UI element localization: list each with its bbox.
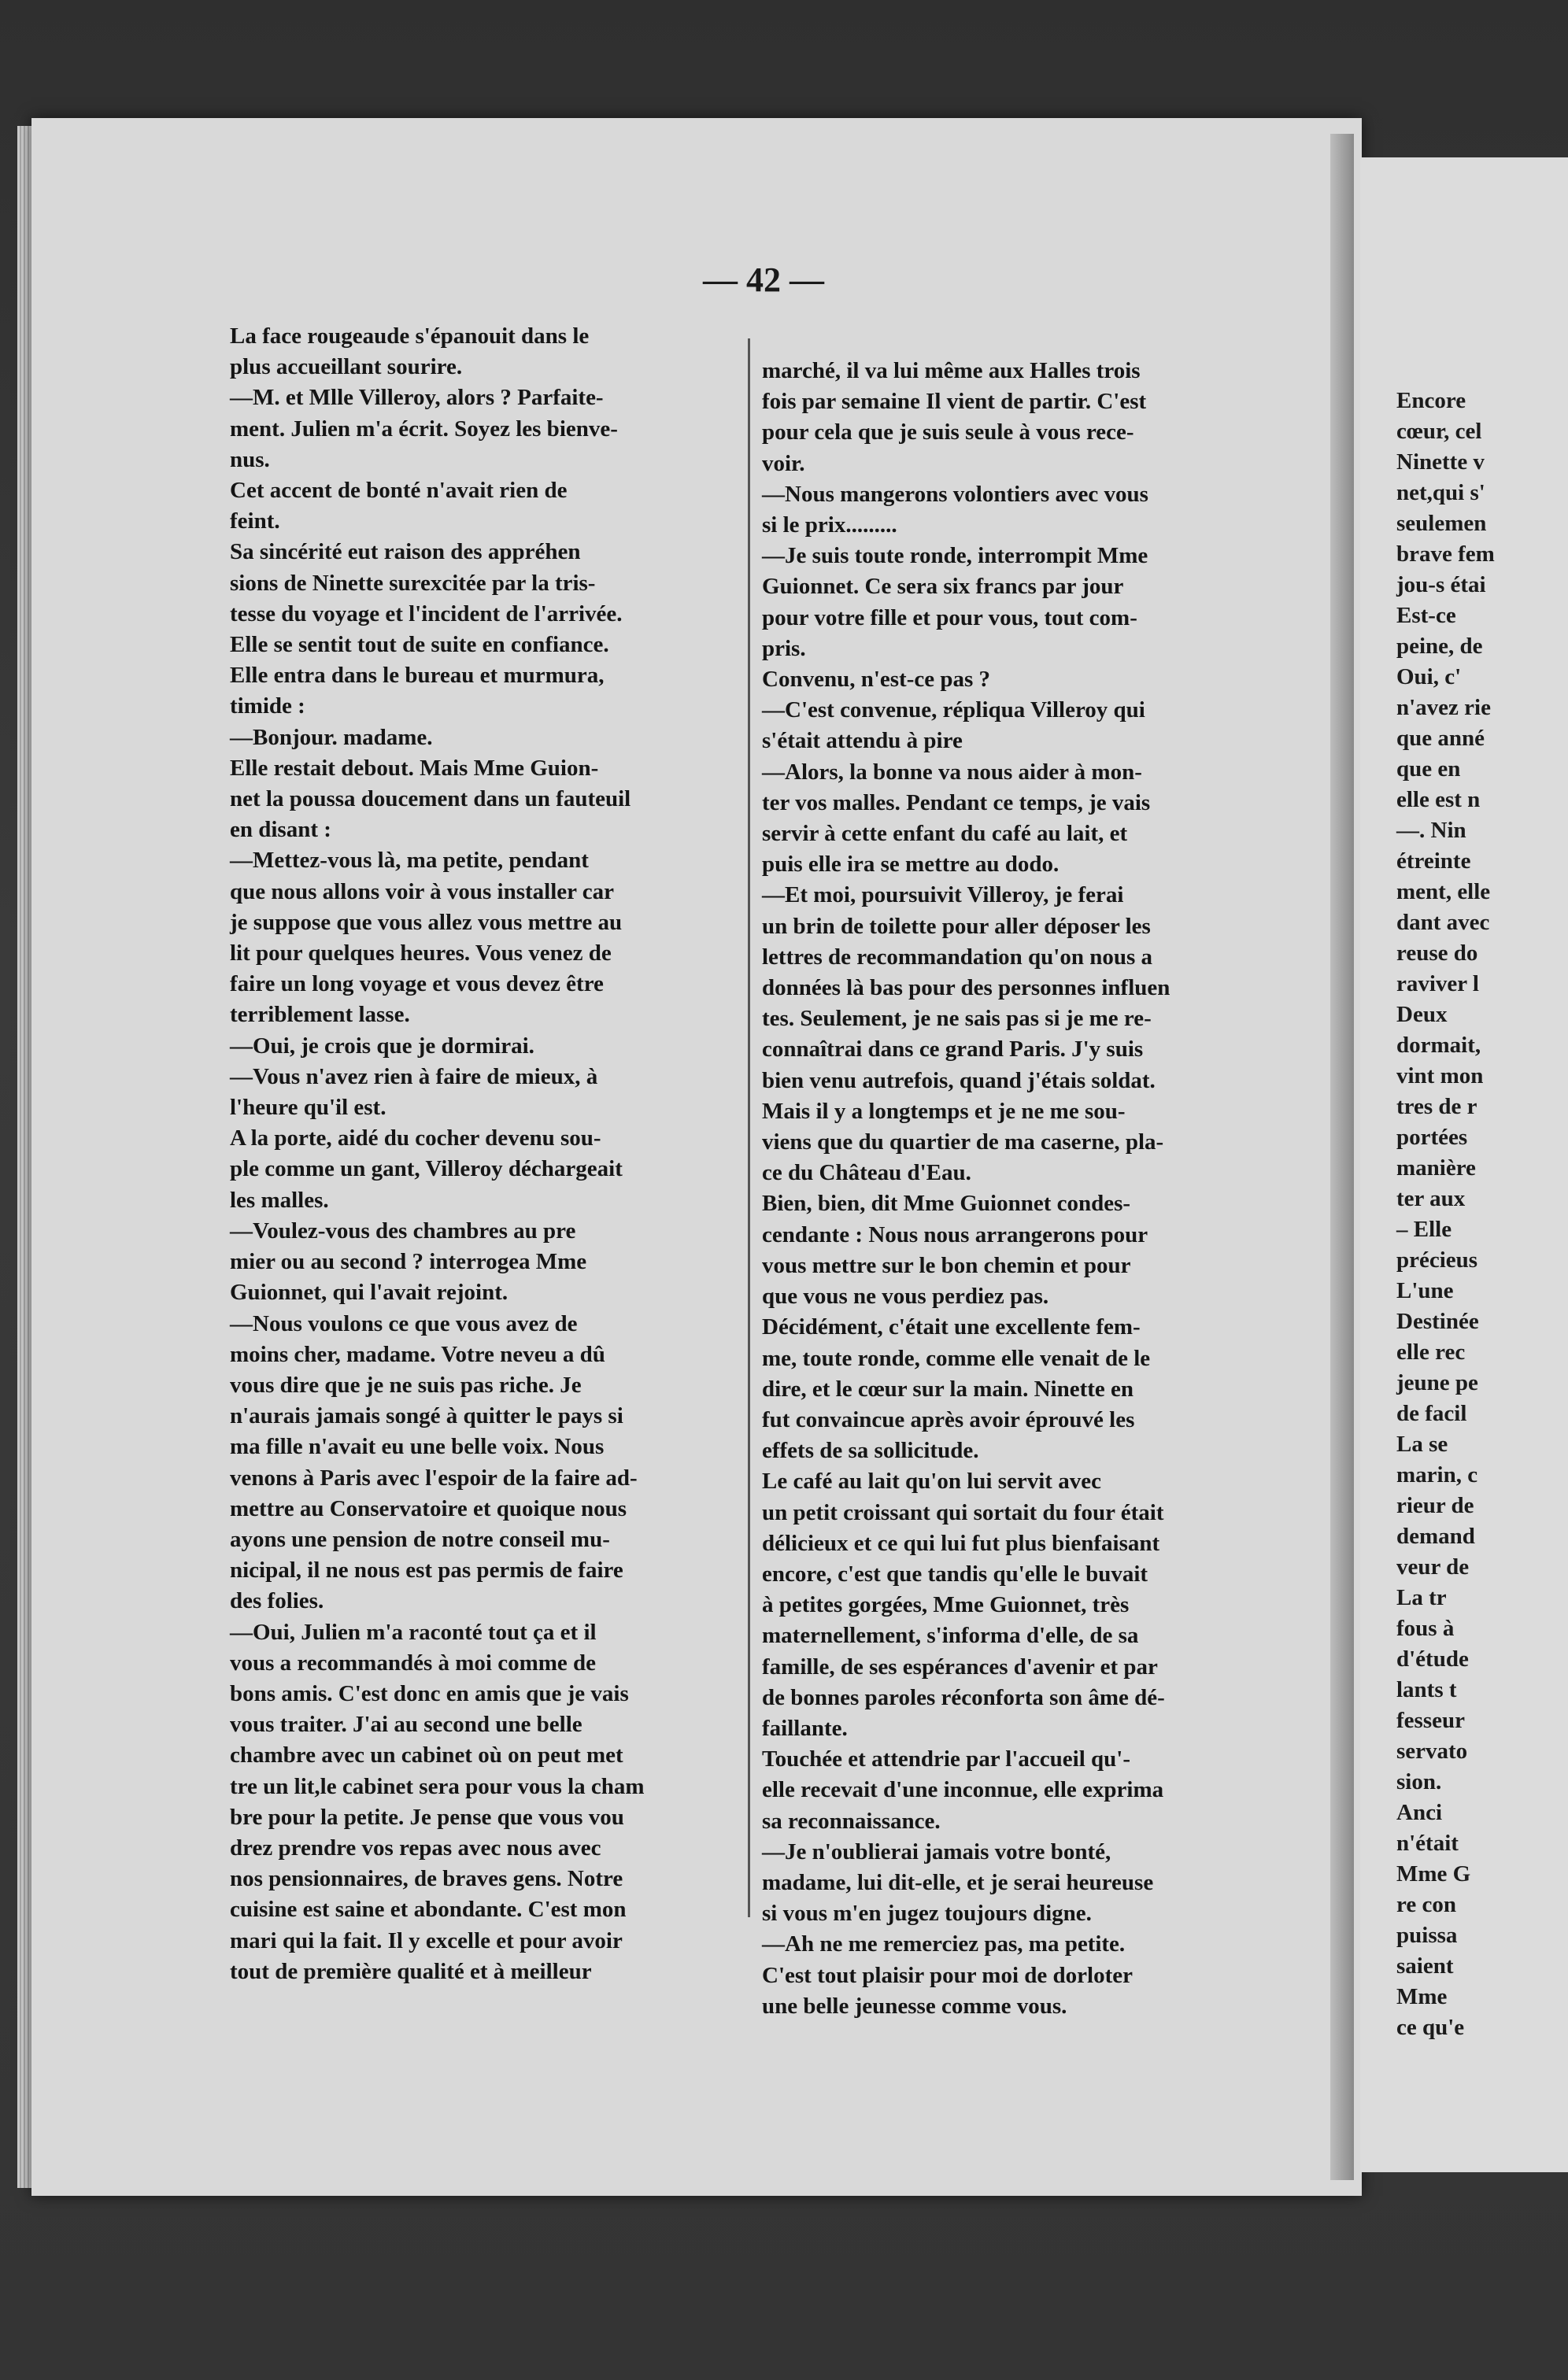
text-line: nicipal, il ne nous est pas permis de faire: [230, 1558, 623, 1584]
next-page-line: seulemen: [1396, 511, 1487, 536]
next-page-line: saient: [1396, 1953, 1454, 1979]
text-line: La face rougeaude s'épanouit dans le: [230, 323, 590, 349]
text-line: drez prendre vos repas avec nous avec: [230, 1835, 601, 1861]
text-line: nus.: [230, 446, 270, 472]
text-line: encore, c'est que tandis qu'elle le buvait: [762, 1561, 1148, 1587]
next-page-line: ter aux: [1396, 1186, 1466, 1211]
text-line: dire, et le cœur sur la main. Ninette en: [762, 1376, 1134, 1402]
text-line: —Vous n'avez rien à faire de mieux, à: [230, 1063, 598, 1089]
next-page-line: que anné: [1396, 726, 1485, 751]
next-page-line: Ninette v: [1396, 449, 1485, 475]
next-page-partial: [1360, 157, 1568, 2172]
text-line: cendante : Nous nous arrangerons pour: [762, 1221, 1148, 1247]
text-line: —Mettez-vous là, ma petite, pendant: [230, 848, 589, 874]
next-page-line: —. Nin: [1396, 818, 1466, 843]
next-page-line: de facil: [1396, 1401, 1467, 1426]
next-page-line: marin, c: [1396, 1462, 1478, 1488]
text-line: —Nous voulons ce que vous avez de: [230, 1310, 578, 1336]
text-line: si vous m'en jugez toujours digne.: [762, 1901, 1092, 1927]
next-page-line: lants t: [1396, 1677, 1457, 1702]
text-line: sions de Ninette surexcitée par la tris-: [230, 570, 596, 596]
text-line: ayons une pension de notre conseil mu-: [230, 1526, 610, 1552]
text-line: faire un long voyage et vous devez être: [230, 971, 604, 997]
text-line: Guionnet. Ce sera six francs par jour: [762, 574, 1124, 600]
next-page-line: brave fem: [1396, 541, 1495, 567]
text-line: net la poussa doucement dans un fauteuil: [230, 786, 631, 812]
next-page-line: La tr: [1396, 1585, 1447, 1610]
text-line: voir.: [762, 450, 805, 476]
next-page-line: dant avec: [1396, 910, 1490, 935]
text-line: s'était attendu à pire: [762, 728, 963, 754]
next-page-line: Est-ce: [1396, 603, 1456, 628]
text-line: vous dire que je ne suis pas riche. Je: [230, 1372, 582, 1398]
right-text-column: [762, 356, 1274, 2022]
text-line: —Et moi, poursuivit Villeroy, je ferai: [762, 882, 1124, 908]
next-page-line: portées: [1396, 1125, 1468, 1150]
next-page-line: re con: [1396, 1892, 1456, 1917]
text-line: elle recevait d'une inconnue, elle exprima: [762, 1777, 1164, 1803]
next-page-line: Mme: [1396, 1984, 1448, 2009]
text-line: que nous allons voir à vous installer car: [230, 878, 614, 904]
text-line: pour votre fille et pour vous, tout com-: [762, 604, 1137, 630]
column-divider: [748, 338, 750, 1917]
text-line: Bien, bien, dit Mme Guionnet condes-: [762, 1191, 1131, 1217]
text-line: une belle jeunesse comme vous.: [762, 1993, 1067, 2019]
text-line: servir à cette enfant du café au lait, et: [762, 821, 1128, 847]
next-page-line: d'étude: [1396, 1646, 1469, 1672]
text-line: un petit croissant qui sortait du four était: [762, 1499, 1164, 1525]
text-line: Elle entra dans le bureau et murmura,: [230, 663, 605, 689]
text-line: lettres de recommandation qu'on nous a: [762, 944, 1152, 970]
text-line: viens que du quartier de ma caserne, pla-: [762, 1129, 1164, 1155]
text-line: chambre avec un cabinet où on peut met: [230, 1743, 623, 1768]
next-page-line: n'avez rie: [1396, 695, 1491, 720]
next-page-line: L'une: [1396, 1278, 1454, 1303]
text-line: C'est tout plaisir pour moi de dorloter: [762, 1962, 1133, 1988]
next-page-line: manière: [1396, 1155, 1476, 1181]
text-line: tesse du voyage et l'incident de l'arrivée.: [230, 601, 623, 626]
text-line: tout de première qualité et à meilleur: [230, 1958, 592, 1984]
text-line: mier ou au second ? interrogea Mme: [230, 1249, 587, 1275]
next-page-line: ce qu'e: [1396, 2015, 1465, 2040]
text-line: plus accueillant sourire.: [230, 354, 463, 380]
text-line: Décidément, c'était une excellente fem-: [762, 1314, 1141, 1340]
text-line: vous a recommandés à moi comme de: [230, 1650, 597, 1676]
next-page-line: net,qui s': [1396, 480, 1485, 505]
next-page-line: Oui, c': [1396, 664, 1462, 689]
text-line: pris.: [762, 635, 806, 661]
next-page-line: fesseur: [1396, 1708, 1465, 1733]
text-line: timide :: [230, 693, 305, 719]
next-page-line: n'était: [1396, 1831, 1459, 1856]
text-line: vous traiter. J'ai au second une belle: [230, 1712, 582, 1738]
text-line: un brin de toilette pour aller déposer les: [762, 913, 1151, 939]
text-line: puis elle ira se mettre au dodo.: [762, 852, 1060, 878]
text-line: effets de sa sollicitude.: [762, 1438, 979, 1464]
next-page-line: raviver l: [1396, 971, 1479, 996]
next-page-line: elle rec: [1396, 1340, 1466, 1365]
text-line: nos pensionnaires, de braves gens. Notre: [230, 1866, 623, 1892]
next-page-line: La se: [1396, 1432, 1448, 1457]
text-line: —Ah ne me remerciez pas, ma petite.: [762, 1931, 1126, 1957]
text-line: —Nous mangerons volontiers avec vous: [762, 481, 1148, 507]
text-line: A la porte, aidé du cocher devenu sou-: [230, 1125, 601, 1151]
text-line: —C'est convenue, répliqua Villeroy qui: [762, 697, 1145, 723]
text-line: Guionnet, qui l'avait rejoint.: [230, 1280, 508, 1306]
next-page-line: Encore: [1396, 388, 1466, 413]
text-line: données là bas pour des personnes influen: [762, 975, 1170, 1001]
text-line: madame, lui dit-elle, et je serai heureuse: [762, 1869, 1154, 1895]
text-line: marché, il va lui même aux Halles trois: [762, 358, 1141, 383]
text-line: tes. Seulement, je ne sais pas si je me re-: [762, 1006, 1152, 1032]
text-line: je suppose que vous allez vous mettre au: [230, 909, 623, 935]
next-page-line: précieus: [1396, 1247, 1478, 1273]
next-page-line: jou-s étai: [1396, 572, 1486, 597]
text-line: —Je n'oublierai jamais votre bonté,: [762, 1839, 1111, 1864]
text-line: faillante.: [762, 1715, 848, 1741]
text-line: délicieux et ce qui lui fut plus bienfaisant: [762, 1530, 1160, 1556]
next-page-line: tres de r: [1396, 1094, 1477, 1119]
text-line: que vous ne vous perdiez pas.: [762, 1284, 1049, 1310]
next-page-line: cœur, cel: [1396, 419, 1482, 444]
next-page-line: Anci: [1396, 1800, 1442, 1825]
next-page-text: [1360, 386, 1495, 2043]
text-line: bien venu autrefois, quand j'étais soldat.: [762, 1067, 1156, 1093]
text-line: fois par semaine Il vient de partir. C'est: [762, 389, 1147, 415]
text-line: fut convaincue après avoir éprouvé les: [762, 1406, 1135, 1432]
next-page-line: vint mon: [1396, 1063, 1484, 1088]
text-line: famille, de ses espérances d'avenir et par: [762, 1654, 1158, 1680]
text-line: sa reconnaissance.: [762, 1808, 941, 1834]
text-line: terriblement lasse.: [230, 1002, 410, 1028]
text-line: pour cela que je suis seule à vous rece-: [762, 419, 1134, 445]
text-line: —Oui, Julien m'a raconté tout ça et il: [230, 1619, 597, 1645]
next-page-line: étreinte: [1396, 848, 1471, 874]
text-line: des folies.: [230, 1588, 324, 1614]
next-page-line: rieur de: [1396, 1493, 1474, 1518]
text-line: connaîtrai dans ce grand Paris. J'y suis: [762, 1037, 1144, 1062]
text-line: n'aurais jamais songé à quitter le pays si: [230, 1403, 623, 1429]
text-line: maternellement, s'informa d'elle, de sa: [762, 1623, 1139, 1649]
next-page-line: reuse do: [1396, 941, 1478, 966]
text-line: Convenu, n'est-ce pas ?: [762, 667, 991, 693]
text-line: Touchée et attendrie par l'accueil qu'-: [762, 1746, 1130, 1772]
text-line: en disant :: [230, 817, 331, 843]
next-page-line: sion.: [1396, 1769, 1442, 1794]
text-line: venons à Paris avec l'espoir de la faire ad-: [230, 1465, 638, 1491]
text-line: ter vos malles. Pendant ce temps, je vais: [762, 789, 1151, 815]
text-line: tre un lit,le cabinet sera pour vous la cham: [230, 1773, 645, 1799]
text-line: ma fille n'avait eu une belle voix. Nous: [230, 1434, 605, 1460]
text-line: Le café au lait qu'on lui servit avec: [762, 1469, 1101, 1495]
text-line: cuisine est saine et abondante. C'est mon: [230, 1897, 627, 1923]
text-line: ment. Julien m'a écrit. Soyez les bienve-: [230, 416, 618, 442]
text-line: —Je suis toute ronde, interrompit Mme: [762, 543, 1148, 569]
text-line: —Oui, je crois que je dormirai.: [230, 1033, 534, 1059]
text-line: —Voulez-vous des chambres au pre: [230, 1218, 576, 1244]
next-page-line: ment, elle: [1396, 879, 1491, 904]
next-page-line: Mme G: [1396, 1861, 1471, 1887]
text-line: —Bonjour. madame.: [230, 724, 433, 750]
text-line: les malles.: [230, 1187, 329, 1213]
text-line: vous mettre sur le bon chemin et pour: [762, 1252, 1131, 1278]
next-page-line: dormait,: [1396, 1033, 1481, 1058]
next-page-line: peine, de: [1396, 634, 1483, 659]
next-page-line: servato: [1396, 1739, 1468, 1764]
text-line: Elle restait debout. Mais Mme Guion-: [230, 755, 599, 781]
text-line: bre pour la petite. Je pense que vous vou: [230, 1804, 624, 1830]
text-line: à petites gorgées, Mme Guionnet, très: [762, 1592, 1130, 1618]
text-line: bons amis. C'est donc en amis que je vais: [230, 1680, 629, 1706]
text-line: me, toute ronde, comme elle venait de le: [762, 1345, 1151, 1371]
next-page-line: Deux: [1396, 1002, 1448, 1027]
next-page-line: puissa: [1396, 1923, 1458, 1948]
next-page-line: que en: [1396, 756, 1461, 782]
text-line: lit pour quelques heures. Vous venez de: [230, 941, 612, 966]
next-page-line: elle est n: [1396, 787, 1481, 812]
text-line: Cet accent de bonté n'avait rien de: [230, 478, 568, 504]
text-line: l'heure qu'il est.: [230, 1095, 386, 1121]
next-page-line: veur de: [1396, 1554, 1470, 1580]
next-page-line: fous à: [1396, 1616, 1455, 1641]
text-line: de bonnes paroles réconforta son âme dé-: [762, 1684, 1165, 1710]
text-line: ce du Château d'Eau.: [762, 1160, 971, 1186]
next-page-line: Destinée: [1396, 1309, 1479, 1334]
text-line: Elle se sentit tout de suite en confiance.: [230, 632, 609, 658]
next-page-line: jeune pe: [1396, 1370, 1478, 1395]
page-number: — 42 —: [703, 261, 824, 299]
left-text-column: [230, 321, 734, 1987]
text-line: —Alors, la bonne va nous aider à mon-: [762, 759, 1142, 785]
book-gutter: [1330, 134, 1354, 2180]
text-line: mari qui la fait. Il y excelle et pour avoir: [230, 1927, 623, 1953]
text-line: Sa sincérité eut raison des appréhen: [230, 539, 581, 565]
next-page-line: demand: [1396, 1524, 1475, 1549]
next-page-line: – Elle: [1396, 1217, 1452, 1242]
text-line: ple comme un gant, Villeroy déchargeait: [230, 1156, 623, 1182]
text-line: feint.: [230, 508, 280, 534]
text-line: si le prix.........: [762, 512, 897, 538]
text-line: mettre au Conservatoire et quoique nous: [230, 1495, 627, 1521]
text-line: —M. et Mlle Villeroy, alors ? Parfaite-: [230, 385, 604, 411]
text-line: Mais il y a longtemps et je ne me sou-: [762, 1098, 1126, 1124]
text-line: moins cher, madame. Votre neveu a dû: [230, 1341, 605, 1367]
